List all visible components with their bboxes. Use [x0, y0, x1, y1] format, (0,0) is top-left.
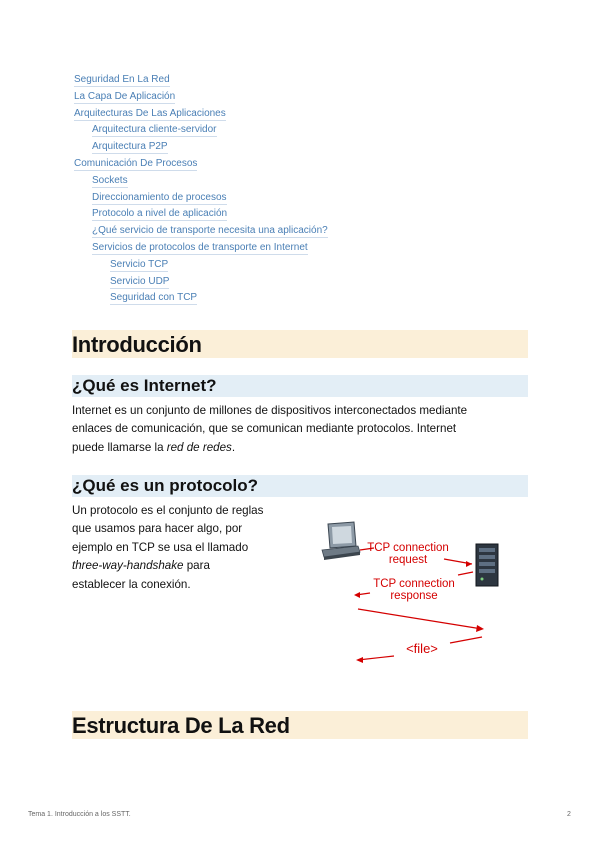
file-label: <file>: [406, 641, 438, 656]
toc-row: [74, 290, 328, 307]
internet-text-line: enlaces de comunicación, que se comunican mediante protocolos. Internet: [72, 422, 457, 436]
toc-row: [74, 72, 328, 89]
file-response-arrowhead: [356, 657, 363, 663]
toc-link-comunicacion-procesos[interactable]: Comunicación De Procesos: [74, 157, 198, 169]
internet-text-line: .: [231, 440, 236, 454]
toc-link-capa-de-aplicacion[interactable]: La Capa De Aplicación: [74, 90, 176, 102]
internet-text-emphasis: red de redes: [166, 440, 232, 454]
toc-link-arquitecturas[interactable]: Arquitecturas De Las Aplicaciones: [74, 107, 226, 119]
client-computer-icon: [322, 522, 360, 560]
toc-link-direccionamiento[interactable]: Direccionamiento de procesos: [92, 191, 227, 203]
toc-row: [74, 240, 328, 257]
protocol-text-emphasis: three-way-handshake: [72, 559, 184, 573]
protocol-text-line: establecer la conexión.: [72, 577, 191, 591]
tcp-handshake-diagram: [318, 512, 508, 672]
footer-title: Tema 1. Introducción a los SSTT.: [28, 811, 131, 818]
protocol-text-line: ejemplo en TCP se usa el llamado: [72, 540, 249, 554]
internet-text-line: Internet es un conjunto de millones de dispositivos interconectados mediante: [72, 404, 468, 417]
toc-link-p2p[interactable]: Arquitectura P2P: [92, 141, 168, 153]
internet-paragraph: [72, 402, 532, 457]
toc-link-cliente-servidor[interactable]: Arquitectura cliente-servidor: [92, 124, 217, 136]
response-arrowhead: [354, 592, 360, 598]
request-arrowhead: [466, 561, 472, 567]
toc-row: [74, 89, 328, 106]
toc-row: [74, 190, 328, 207]
toc-link-seguridad-en-la-red[interactable]: Seguridad En La Red: [74, 74, 170, 85]
toc-row: [74, 173, 328, 190]
response-arrow-line: [458, 572, 473, 575]
toc-row: [74, 274, 328, 291]
internet-text-line: puede llamarse la: [72, 440, 167, 454]
protocol-paragraph: [72, 502, 312, 594]
toc-link-sockets[interactable]: Sockets: [92, 174, 128, 186]
protocol-text-line: para: [183, 559, 210, 573]
toc-row: [74, 156, 328, 173]
footer-page-number: 2: [567, 811, 571, 818]
file-request-arrowhead: [476, 625, 484, 632]
toc-link-servicio-tcp[interactable]: Servicio TCP: [110, 258, 169, 270]
response-label-line2: response: [390, 590, 438, 602]
response-label-line1: TCP connection: [373, 578, 455, 590]
toc-row: [74, 223, 328, 240]
toc-link-servicio-udp[interactable]: Servicio UDP: [110, 275, 170, 287]
file-request-arrow-line: [358, 609, 482, 629]
toc-link-protocolo-aplicacion[interactable]: Protocolo a nivel de aplicación: [92, 208, 228, 220]
toc-row: [74, 139, 328, 156]
file-response-arrow-line: [450, 637, 482, 643]
section-title-introduccion: Introducción: [72, 330, 528, 358]
toc-row: [74, 106, 328, 123]
toc-link-seguridad-tcp[interactable]: Seguridad con TCP: [110, 292, 198, 304]
table-of-contents: [74, 72, 328, 307]
subsection-heading-protocolo: ¿Qué es un protocolo?: [72, 475, 528, 497]
server-icon: [476, 544, 498, 586]
section-title-estructura-red: Estructura De La Red: [72, 711, 528, 739]
toc-row: [74, 206, 328, 223]
toc-link-servicio-transporte[interactable]: ¿Qué servicio de transporte necesita una aplicación?: [92, 225, 328, 237]
protocol-text-line: Un protocolo es el conjunto de reglas: [72, 504, 264, 517]
toc-link-servicios-protocolos[interactable]: Servicios de protocolos de transporte en Internet: [92, 241, 308, 253]
request-label-line1: TCP connection: [367, 542, 449, 554]
subsection-heading-internet: ¿Qué es Internet?: [72, 375, 528, 397]
protocol-text-line: que usamos para hacer algo, por: [72, 522, 243, 536]
request-label-line2: request: [388, 554, 428, 566]
toc-row: [74, 257, 328, 274]
toc-row: [74, 122, 328, 139]
file-response-arrow-line: [358, 656, 394, 660]
